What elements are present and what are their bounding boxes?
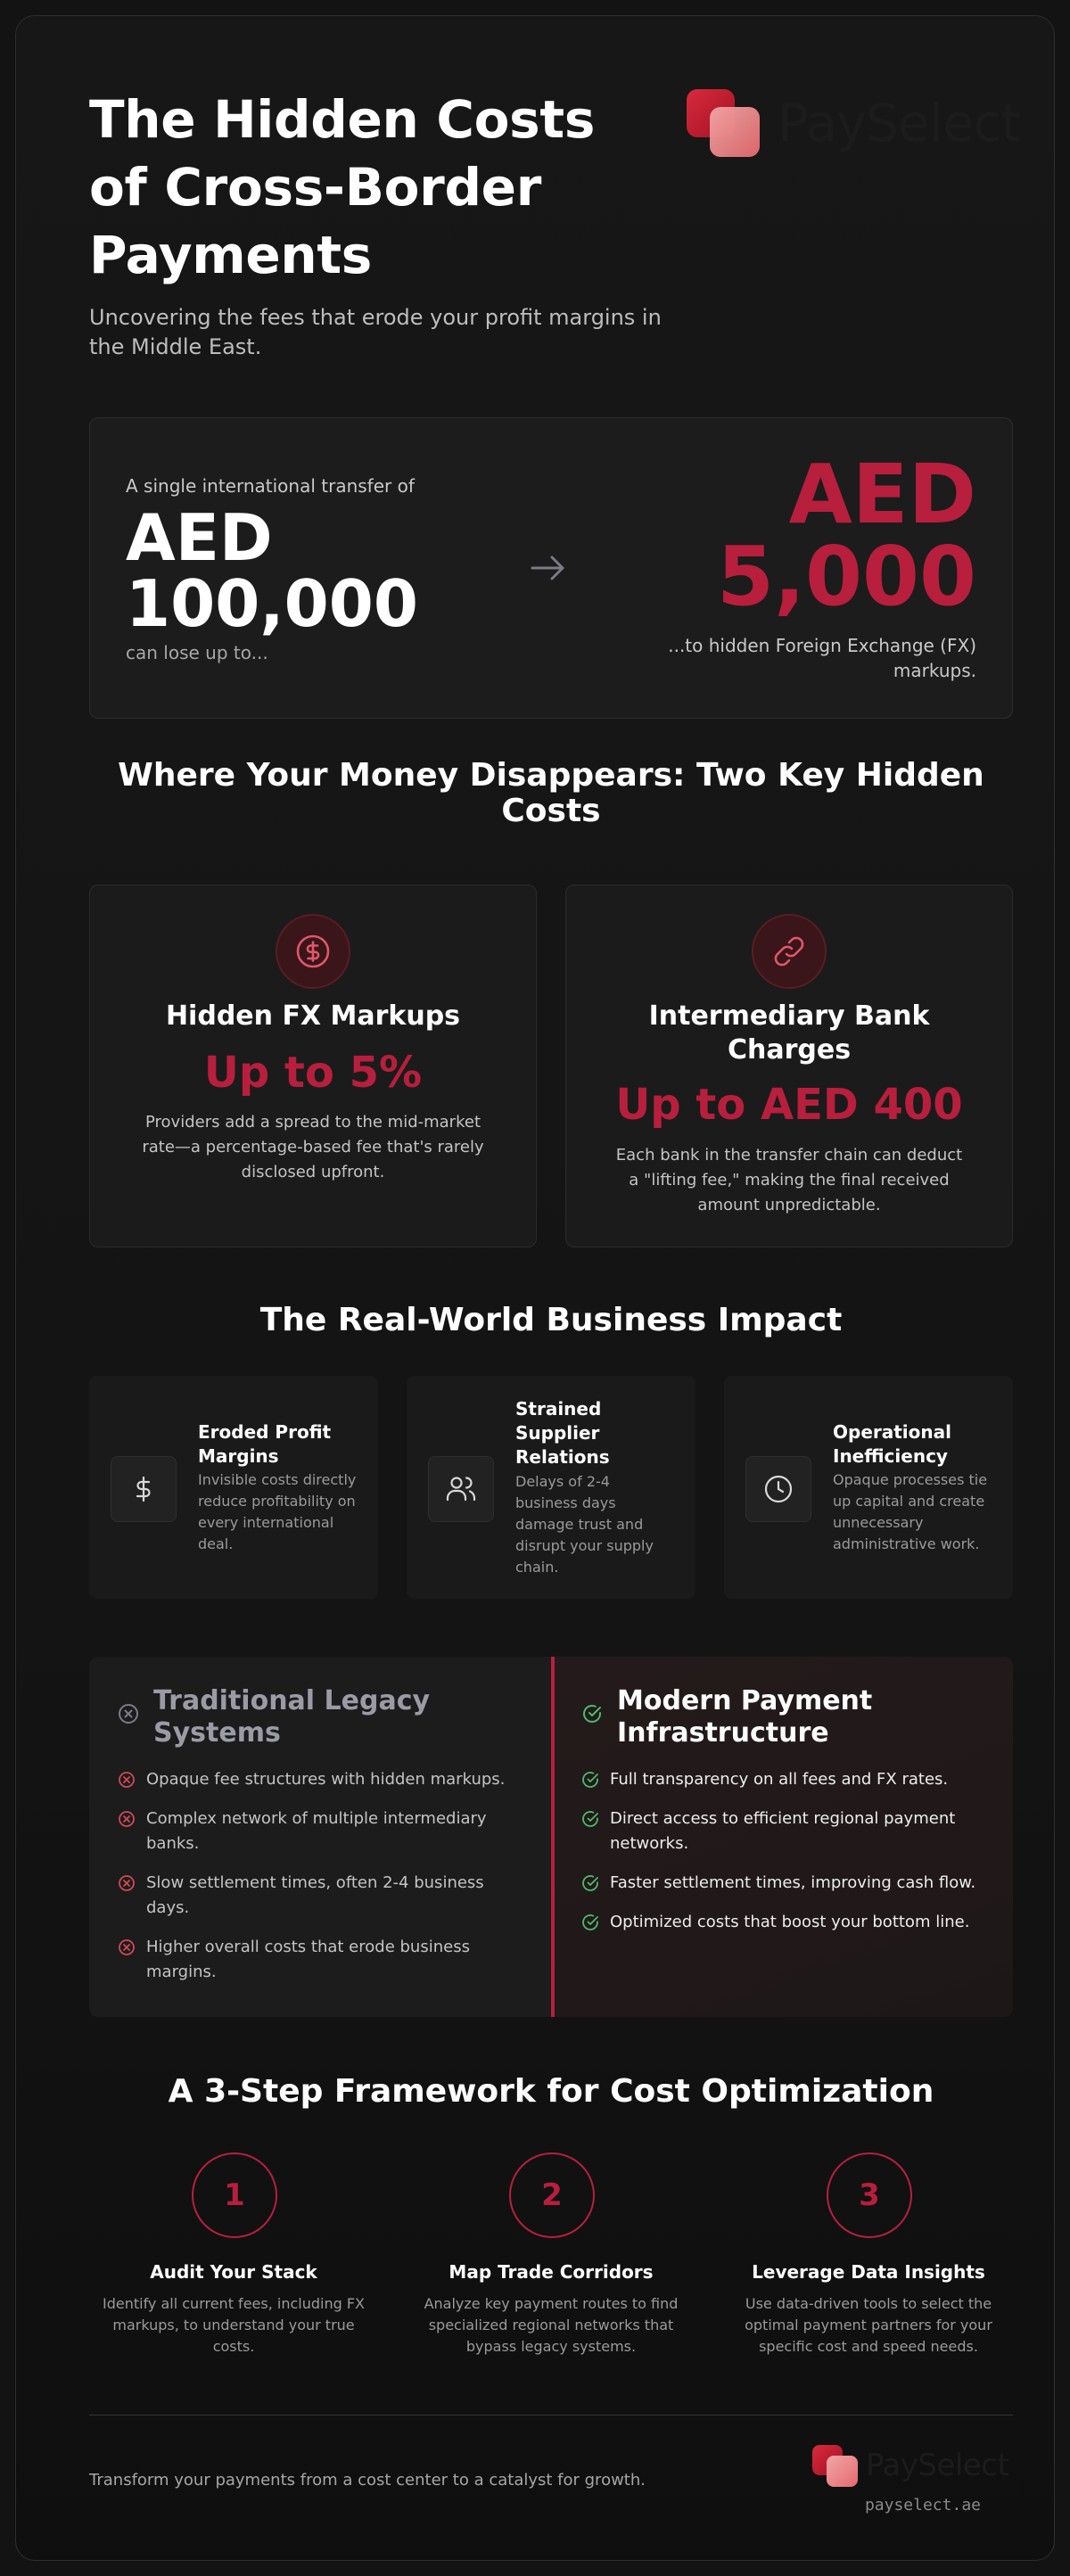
costs-section-title: Where Your Money Disappears: Two Key Hidden Costs bbox=[118, 757, 984, 829]
impact-card-suppliers bbox=[407, 1376, 696, 1599]
hero-transfer-amount: AED 100,000 bbox=[126, 500, 418, 641]
modern-list-item: Full transparency on all fees and FX rates. bbox=[581, 1767, 992, 1792]
chain-link-icon bbox=[752, 914, 827, 989]
step-title: Audit Your Stack bbox=[150, 2261, 317, 2283]
dollar-coin-icon bbox=[276, 914, 350, 989]
cost-card-title: Hidden FX Markups bbox=[165, 1000, 461, 1032]
cost-card-description: Each bank in the transfer chain can deduct a "lifting fee," making the final received amount unpredictable. bbox=[615, 1146, 963, 1214]
step-number-badge: 1 bbox=[192, 2152, 277, 2238]
cost-card-value: Up to 5% bbox=[203, 1048, 423, 1098]
modern-list-item: Direct access to efficient regional payment networks. bbox=[581, 1806, 992, 1856]
check-circle-icon bbox=[581, 1874, 599, 1892]
legacy-list-item: Opaque fee structures with hidden markups. bbox=[118, 1767, 528, 1792]
legacy-list bbox=[118, 1767, 528, 1999]
footer-logo-wordmark: PaySelect bbox=[866, 2448, 1009, 2483]
impact-section-title: The Real-World Business Impact bbox=[259, 1302, 843, 1338]
legacy-list-item: Higher overall costs that erode business margins. bbox=[118, 1935, 528, 1985]
footer-logo[interactable] bbox=[812, 2443, 1008, 2488]
check-circle-icon bbox=[581, 1703, 603, 1724]
logo-mark-icon bbox=[687, 87, 761, 159]
step-description: Use data-driven tools to select the optimal payment partners for your specific cost and speed needs. bbox=[745, 2295, 992, 2355]
users-icon bbox=[428, 1456, 494, 1522]
cost-card-description: Providers add a spread to the mid-market rate—a percentage-based fee that's rarely disclosed upfront. bbox=[142, 1113, 484, 1181]
modern-list-item: Faster settlement times, improving cash flow. bbox=[581, 1871, 992, 1896]
cost-card-intermediary bbox=[565, 885, 1013, 1247]
comparison-divider bbox=[551, 1657, 555, 2017]
check-circle-icon bbox=[581, 1810, 599, 1828]
impact-card-operations bbox=[724, 1376, 1013, 1599]
cost-card-value: Up to AED 400 bbox=[615, 1080, 963, 1130]
impact-card-title: Eroded Profit Margins bbox=[198, 1421, 332, 1467]
step-title: Map Trade Corridors bbox=[449, 2261, 654, 2283]
logo-wordmark: PaySelect bbox=[778, 93, 1021, 153]
logo-mark-icon bbox=[812, 2443, 859, 2488]
cost-card-fx bbox=[89, 885, 537, 1247]
step-description: Identify all current fees, including FX markups, to understand your true costs. bbox=[102, 2295, 365, 2355]
dollar-sign-icon bbox=[111, 1456, 177, 1522]
check-circle-icon bbox=[581, 1771, 599, 1789]
impact-card-description: Delays of 2-4 business days damage trust and disrupt your supply chain. bbox=[515, 1473, 654, 1576]
impact-card-title: Operational Inefficiency bbox=[833, 1421, 951, 1467]
cost-card-title: Intermediary Bank Charges bbox=[648, 1000, 930, 1066]
impact-card-description: Invisible costs directly reduce profitability on every international deal. bbox=[198, 1471, 357, 1552]
page-frame bbox=[15, 15, 1055, 2561]
legacy-title: Traditional Legacy Systems bbox=[153, 1685, 431, 1749]
modern-title: Modern Payment Infrastructure bbox=[617, 1685, 873, 1749]
hero-loss-amount: AED 5,000 bbox=[716, 447, 976, 624]
hero-pre-label: A single international transfer of bbox=[126, 475, 415, 497]
comparison-panel bbox=[89, 1657, 1013, 2017]
hero-loss-description: ...to hidden Foreign Exchange (FX) markups. bbox=[668, 635, 976, 681]
impact-card-title: Strained Supplier Relations bbox=[515, 1398, 610, 1468]
step-title: Leverage Data Insights bbox=[752, 2261, 985, 2283]
legacy-list-item: Slow settlement times, often 2-4 business days. bbox=[118, 1871, 528, 1921]
arrow-right-icon bbox=[527, 547, 570, 589]
hero-stat-panel bbox=[89, 417, 1013, 719]
modern-list bbox=[581, 1767, 992, 1949]
step-number-badge: 3 bbox=[827, 2152, 912, 2238]
clock-icon bbox=[745, 1456, 811, 1522]
x-circle-icon bbox=[118, 1938, 136, 1956]
x-circle-icon bbox=[118, 1703, 139, 1724]
page-subtitle: Uncovering the fees that erode your profit margins in the Middle East. bbox=[89, 305, 662, 359]
footer-website-link[interactable]: payselect.ae bbox=[864, 2496, 981, 2514]
hero-post-label: can lose up to... bbox=[126, 642, 268, 663]
x-circle-icon bbox=[118, 1874, 136, 1892]
framework-section-title: A 3-Step Framework for Cost Optimization bbox=[168, 2073, 934, 2110]
x-circle-icon bbox=[118, 1810, 136, 1828]
legacy-list-item: Complex network of multiple intermediary banks. bbox=[118, 1806, 528, 1856]
impact-card-description: Opaque processes tie up capital and create unnecessary administrative work. bbox=[833, 1471, 988, 1552]
modern-list-item: Optimized costs that boost your bottom line. bbox=[581, 1910, 992, 1935]
impact-card-margins bbox=[89, 1376, 378, 1599]
brand-logo[interactable] bbox=[687, 87, 1020, 159]
step-description: Analyze key payment routes to find specialized regional networks that bypass legacy systems. bbox=[424, 2295, 679, 2355]
check-circle-icon bbox=[581, 1913, 599, 1931]
footer-tagline: Transform your payments from a cost center to a catalyst for growth. bbox=[89, 2471, 646, 2490]
page-title: The Hidden Costs of Cross-Border Payments bbox=[89, 89, 596, 285]
x-circle-icon bbox=[118, 1771, 136, 1789]
step-number-badge: 2 bbox=[509, 2152, 595, 2238]
footer-divider bbox=[89, 2415, 1013, 2416]
